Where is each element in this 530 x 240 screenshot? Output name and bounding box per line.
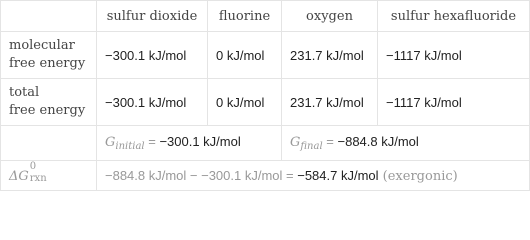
header-oxygen: oxygen — [282, 1, 378, 32]
value-cell: 0 kJ/mol — [208, 79, 282, 126]
summary-empty-cell — [1, 126, 97, 161]
value-cell: −300.1 kJ/mol — [97, 32, 208, 79]
reaction-note: (exergonic) — [378, 168, 458, 184]
row-label-total-free-energy — [1, 79, 97, 126]
row-label-line1: molecular — [9, 38, 75, 53]
delta-g-scripts — [29, 160, 47, 184]
row-label-line2: free energy — [9, 103, 86, 118]
header-sulfur-dioxide: sulfur dioxide — [97, 1, 208, 32]
delta-g-symbol: ΔG — [9, 168, 29, 184]
header-fluorine: fluorine — [208, 1, 282, 32]
value-cell: −1117 kJ/mol — [378, 79, 530, 126]
initial-free-energy-cell — [97, 126, 282, 161]
value-cell: 231.7 kJ/mol — [282, 32, 378, 79]
reaction-expression: −884.8 kJ/mol − −300.1 kJ/mol = — [105, 167, 298, 183]
g-initial-symbol: G — [105, 135, 116, 150]
row-label-line2: free energy — [9, 56, 86, 71]
g-initial-subscript: initial — [115, 141, 145, 152]
value-cell: 231.7 kJ/mol — [282, 79, 378, 126]
reaction-row — [1, 161, 530, 191]
value-cell: −300.1 kJ/mol — [97, 79, 208, 126]
reaction-free-energy-cell — [97, 161, 530, 191]
header-empty-cell — [1, 1, 97, 32]
g-final-subscript: final — [300, 141, 323, 152]
equals-sign: = — [144, 134, 160, 149]
row-label-line1: total — [9, 85, 40, 100]
g-final-value: −884.8 kJ/mol — [337, 134, 419, 149]
value-cell: −1117 kJ/mol — [378, 32, 530, 79]
summary-row — [1, 126, 530, 161]
value-cell: 0 kJ/mol — [208, 32, 282, 79]
g-final-symbol: G — [290, 135, 301, 150]
delta-g-superscript: 0 — [29, 160, 37, 172]
reaction-result: −584.7 kJ/mol — [297, 167, 379, 183]
table-row — [1, 32, 530, 79]
header-row — [1, 1, 530, 32]
equals-sign: = — [322, 134, 338, 149]
g-initial-value: −300.1 kJ/mol — [159, 134, 241, 149]
final-free-energy-cell — [282, 126, 530, 161]
delta-g-subscript: rxn — [29, 172, 47, 184]
table-row — [1, 79, 530, 126]
row-label-molecular-free-energy — [1, 32, 97, 79]
header-sulfur-hexafluoride: sulfur hexafluoride — [378, 1, 530, 32]
delta-g-rxn-label — [1, 161, 97, 191]
